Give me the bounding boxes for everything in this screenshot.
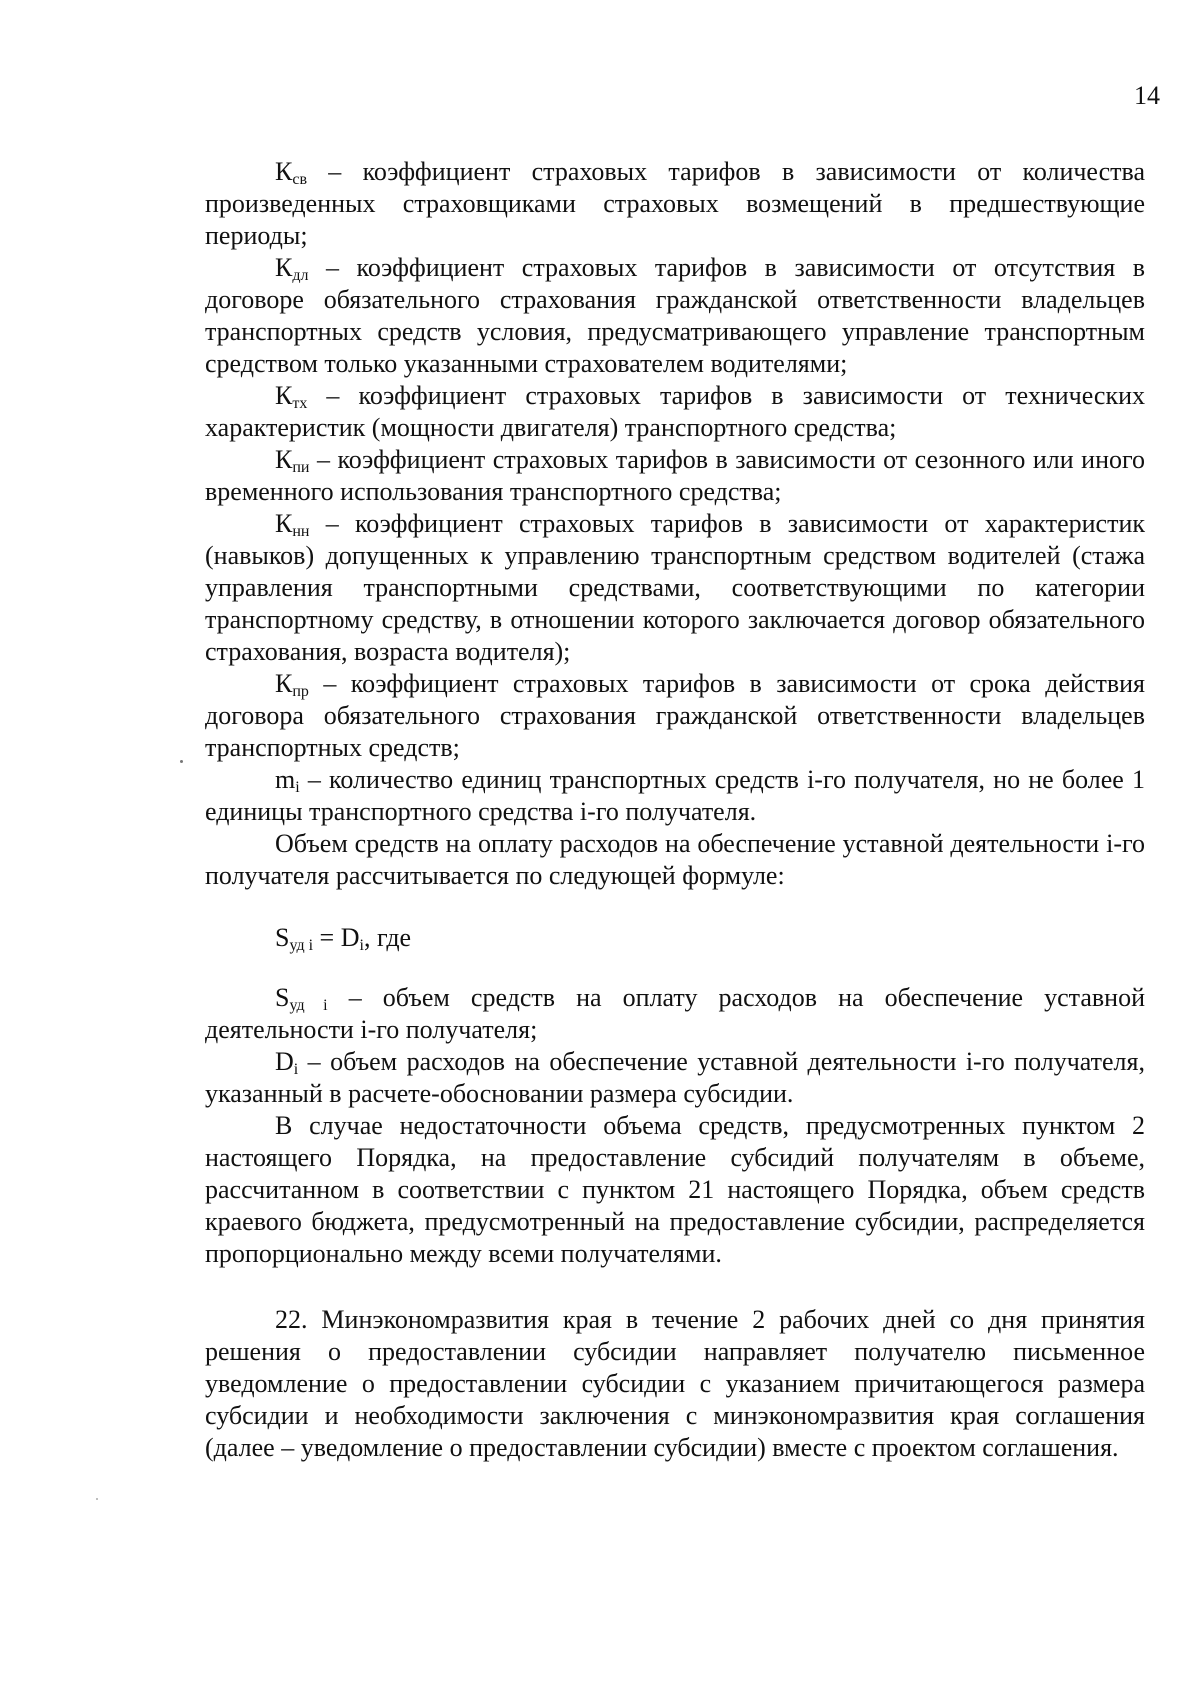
variable-subscript: уд i: [289, 997, 328, 1014]
coefficient-subscript: нн: [292, 523, 310, 540]
paragraph-text: – коэффициент страховых тарифов в зависимости от сезонного или иного временного использования транспортного средства;: [205, 445, 1145, 506]
paragraph-text: – коэффициент страховых тарифов в зависимости от количества произведенных страховщиками страховых возмещений в предшествующие периоды;: [205, 157, 1145, 250]
formula: [205, 922, 1145, 954]
coefficient-symbol: К: [275, 669, 293, 698]
coefficient-subscript: пи: [292, 459, 310, 476]
paragraph-text: – коэффициент страховых тарифов в зависимости от технических характеристик (мощности двигателя) транспортного средства;: [205, 381, 1145, 442]
document-body: [205, 156, 1145, 1464]
variable-subscript: i: [293, 1061, 299, 1078]
coefficient-subscript: дл: [292, 267, 309, 284]
variable-symbol: m: [275, 765, 296, 794]
coefficient-subscript: пр: [292, 683, 309, 700]
paragraph-text: Объем средств на оплату расходов на обеспечение уставной деятельности i-го получателя рассчитывается по следующей формуле:: [205, 829, 1145, 890]
coefficient-subscript: тх: [292, 395, 308, 412]
paragraph-text: – коэффициент страховых тарифов в зависимости от отсутствия в договоре обязательного страхования гражданской ответственности владельцев транспортных средств условия, предусматривающего управление транспортным средством только указанными страхователем водителями;: [205, 253, 1145, 378]
paragraph-text: – объем расходов на обеспечение уставной деятельности i-го получателя, указанный в расчете-обосновании размера субсидии.: [205, 1047, 1145, 1108]
paragraph-insufficient-funds: В случае недостаточности объема средств, предусмотренных пунктом 2 настоящего Порядка, на предоставление субсидий получателям в объеме, рассчитанном в соответствии с пунктом 21 настоящего Порядка, объем средств краевого бюджета, предусмотренный на предоставление субсидии, распределяется пропорционально между всеми получателями.: [205, 1111, 1145, 1268]
coefficient-subscript: св: [292, 171, 307, 188]
paragraph-text: – объем средств на оплату расходов на обеспечение уставной деятельности i-го получателя;: [205, 983, 1146, 1044]
paragraph-text: – коэффициент страховых тарифов в зависимости от срока действия договора обязательного страхования гражданской ответственности владельцев транспортных средств;: [205, 669, 1145, 762]
paragraph-k-sv: [205, 156, 1145, 252]
formula-equals: =: [313, 923, 341, 952]
paragraph-k-pi: [205, 444, 1145, 508]
formula-lhs-subscript: уд i: [289, 937, 314, 954]
paragraph-formula-intro: [205, 828, 1145, 892]
variable-symbol: D: [275, 1047, 294, 1076]
paragraph-text: – коэффициент страховых тарифов в зависимости от характеристик (навыков) допущенных к управлению транспортным средством водителей (стажа управления транспортными средствами, соответствующими по категории транспортному средству, в отношении которого заключается договор обязательного страхования, возраста водителя);: [205, 509, 1145, 666]
paragraph-text: – количество единиц транспортных средств i-го получателя, но не более 1 единицы транспортного средства i-го получателя.: [205, 765, 1145, 826]
formula-rhs-subscript: i: [359, 937, 364, 954]
page-number: 14: [1134, 81, 1160, 110]
scan-speck: [180, 760, 183, 763]
section-22: 22. Минэкономразвития края в течение 2 рабочих дней со дня принятия решения о предоставлении субсидии направляет получателю письменное уведомление о предоставлении субсидии с указанием причитающегося размера субсидии и необходимости заключения с минэкономразвития края соглашения (далее – уведомление о предоставлении субсидии) вместе с проектом соглашения.: [205, 1305, 1145, 1462]
coefficient-symbol: К: [275, 253, 293, 282]
formula-tail: , где: [363, 923, 412, 952]
coefficient-symbol: К: [275, 509, 293, 538]
paragraph-k-pr: [205, 668, 1145, 764]
variable-symbol: S: [275, 983, 290, 1012]
formula-rhs: D: [340, 923, 360, 952]
paragraph-k-nn: [205, 508, 1145, 668]
coefficient-symbol: К: [275, 381, 293, 410]
formula-lhs: S: [275, 923, 290, 952]
coefficient-symbol: К: [275, 445, 293, 474]
paragraph-m-i: [205, 764, 1145, 828]
definition-d-i: [205, 1046, 1145, 1110]
scan-speck: [96, 1498, 98, 1500]
paragraph-k-tx: [205, 380, 1145, 444]
paragraph-k-dl: [205, 252, 1145, 380]
variable-subscript: i: [295, 779, 300, 796]
definition-s-ud: [205, 982, 1145, 1046]
coefficient-symbol: К: [275, 157, 293, 186]
